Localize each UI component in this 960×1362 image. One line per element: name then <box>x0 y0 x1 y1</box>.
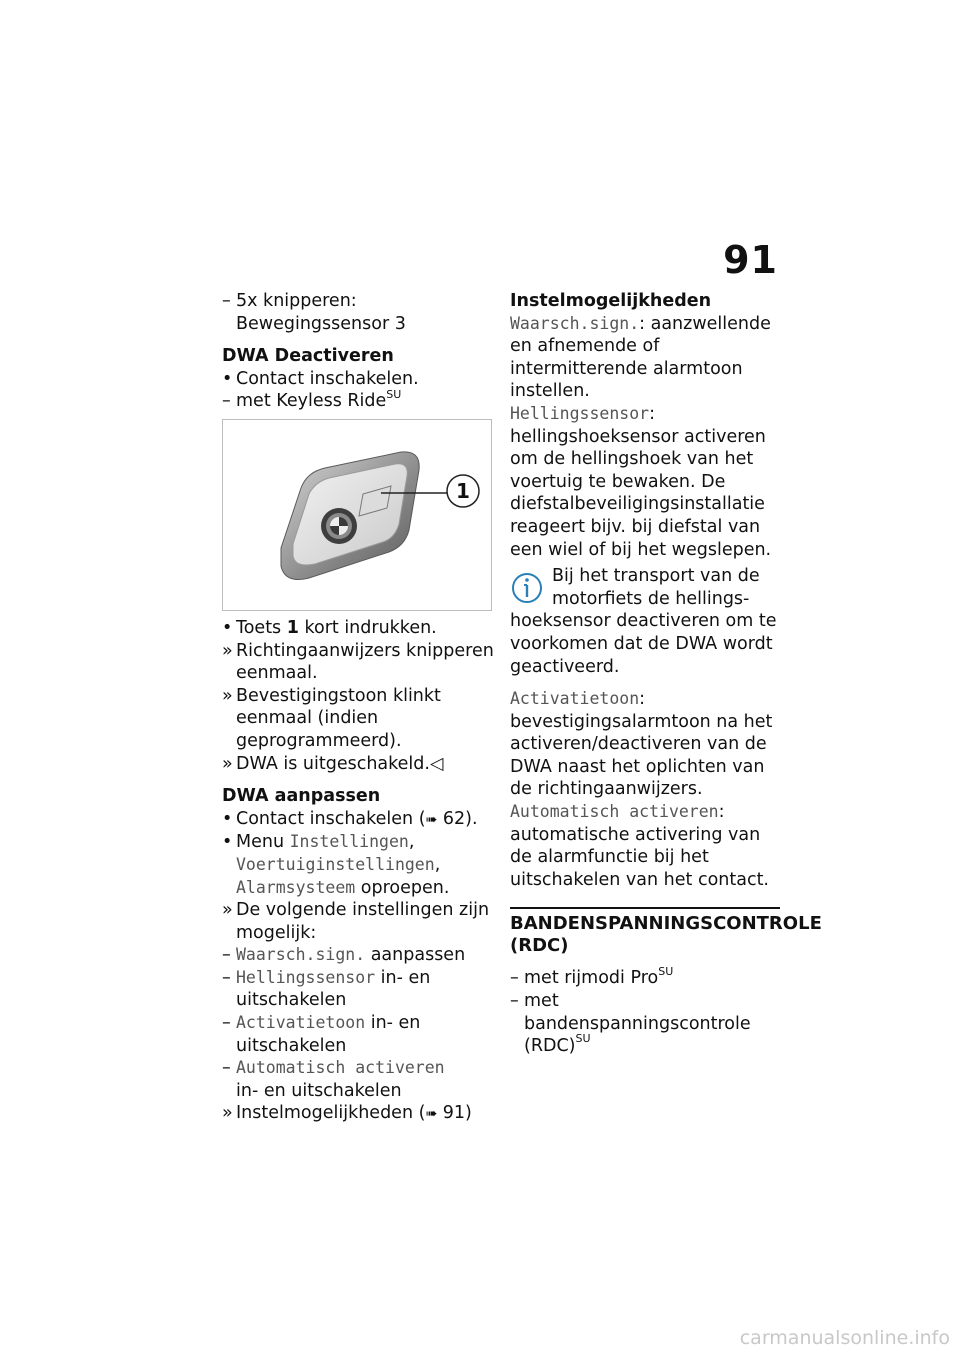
option-name: Waarsch.sign. <box>236 945 366 965</box>
condition-item <box>510 990 780 1058</box>
page-reference-link[interactable]: 62 <box>442 808 466 829</box>
key-fob-figure <box>222 419 492 611</box>
result-item <box>222 899 494 944</box>
result-marker: » <box>222 753 233 774</box>
callout-1-label: 1 <box>456 478 470 503</box>
result-text: DWA is uitgeschakeld. <box>236 753 430 774</box>
menu-separator: , <box>408 832 415 853</box>
step-item <box>222 831 494 899</box>
page-reference-link[interactable]: 91 <box>442 1103 466 1124</box>
paragraph-text: automatische activering van de alarmfunctie bij het uitschakelen van het contact. <box>510 824 769 890</box>
condition-text: met bandenspanningscontrole (RDC) <box>524 991 751 1057</box>
dash-marker: – <box>222 291 231 311</box>
step-text-post: oproepen. <box>355 877 450 898</box>
option-item <box>222 1057 494 1102</box>
section-heading-dwa-adjust: DWA aanpassen <box>222 786 381 807</box>
result-item <box>222 753 494 776</box>
paragraph-text: : bevestigingsalarmtoon na het activeren/deactiveren van de DWA naast het oplichten van de richtingaanwijzers. <box>510 689 773 800</box>
paragraph-activation-tone <box>510 688 780 801</box>
setting-name: Automatisch activeren <box>510 802 719 822</box>
right-column <box>510 290 822 1058</box>
result-text: De volgende instellingen zijn mogelijk: <box>236 900 490 943</box>
note-text-line: motorfiets de hellings- <box>552 588 750 609</box>
page-reference-arrow-icon: ➠ <box>425 811 438 828</box>
option-item <box>222 944 494 967</box>
info-note <box>510 565 780 678</box>
item-text: 5x knipperen: Bewegingssensor 3 <box>236 291 406 334</box>
step-text-close: ). <box>465 808 478 829</box>
page-reference-arrow-icon: ➠ <box>425 1106 438 1123</box>
note-text-line: Bij het transport van de <box>552 566 760 587</box>
page-number: 91 <box>723 238 778 282</box>
condition-item <box>510 964 780 990</box>
option-text: in- en uitschakelen <box>236 1080 402 1101</box>
option-text: in- en uitschakelen <box>236 967 431 1011</box>
condition-item <box>222 387 494 413</box>
key-reference: 1 <box>286 617 299 638</box>
step-item <box>222 617 494 640</box>
su-superscript: SU <box>658 964 674 978</box>
option-name: Hellingssensor <box>236 967 376 987</box>
menu-separator: , <box>434 854 441 875</box>
option-name: Automatisch activeren <box>236 1058 445 1078</box>
setting-name: Waarsch.sign. <box>510 313 640 333</box>
dash-marker: – <box>222 1058 231 1079</box>
option-item <box>222 967 494 1012</box>
step-item <box>222 808 494 832</box>
section-heading-rdc: BANDENSPANNINGSCONTROLE (RDC) <box>510 907 780 957</box>
result-marker: » <box>222 1103 233 1124</box>
step-text: Contact inschakelen. <box>236 368 419 389</box>
result-text-close: ) <box>465 1103 472 1124</box>
dash-marker: – <box>222 945 231 966</box>
result-marker: » <box>222 685 233 706</box>
result-marker: » <box>222 900 233 921</box>
paragraph-tilt-sensor <box>510 403 780 561</box>
step-text: Contact inschakelen ( <box>236 808 426 829</box>
dash-marker: – <box>510 991 519 1012</box>
note-text: hoeksensor deactiveren om te voorkomen dat de DWA wordt geactiveerd. <box>510 611 777 677</box>
key-fob-illustration <box>223 420 493 612</box>
paragraph-auto-activate <box>510 801 780 891</box>
result-text: Instelmogelijkheden ( <box>236 1103 426 1124</box>
result-item <box>222 1102 494 1126</box>
list-item <box>222 290 494 335</box>
step-text-pre: Menu <box>236 832 290 853</box>
dash-marker: – <box>510 968 519 989</box>
result-marker: » <box>222 640 233 661</box>
setting-name: Activatietoon <box>510 689 640 709</box>
paragraph-warning-signal <box>510 313 780 403</box>
info-icon <box>510 567 548 607</box>
paragraph-text: : hellingshoeksensor activeren om de hellingshoek van het voertuig te bewaken. De diefstalbeveiligingsinstallatie reageert bijv. bij diefstal van een wiel of bij het wegslepen. <box>510 403 772 560</box>
step-text-post: kort indrukken. <box>298 617 437 638</box>
menu-path-alarm-system: Alarmsysteem <box>236 877 356 897</box>
section-heading-dwa-off: DWA Deactiveren <box>222 346 394 367</box>
condition-text: met rijmodi Pro <box>524 968 659 989</box>
result-text: Bevestigingstoon klinkt eenmaal (indien geprogrammeerd). <box>236 685 441 751</box>
paragraph-text: : aanzwellende en afnemende of intermitterende alarmtoon instellen. <box>510 313 771 402</box>
bullet-marker: • <box>222 832 233 853</box>
su-superscript: SU <box>575 1032 591 1046</box>
bullet-marker: • <box>222 368 233 389</box>
menu-path-vehicle-settings: Voertuiginstellingen <box>236 854 435 874</box>
option-name: Activatietoon <box>236 1013 366 1033</box>
end-of-procedure-icon: ◁ <box>429 753 444 774</box>
watermark-text: carmanualsonline.info <box>739 1327 950 1349</box>
option-item <box>222 1012 494 1057</box>
dash-marker: – <box>222 391 231 412</box>
su-superscript: SU <box>386 387 402 401</box>
setting-colon: : <box>718 802 725 823</box>
result-text: Richtingaanwijzers knipperen eenmaal. <box>236 640 494 684</box>
menu-path-settings: Instellingen <box>289 832 409 852</box>
step-text-pre: Toets <box>236 617 287 638</box>
setting-name: Hellingssensor <box>510 403 650 423</box>
section-heading-settings: Instelmogelijkheden <box>510 291 712 311</box>
dash-marker: – <box>222 967 231 988</box>
option-text: aanpassen <box>365 945 466 966</box>
result-item <box>222 640 494 685</box>
step-item <box>222 368 494 391</box>
dash-marker: – <box>222 1013 231 1034</box>
left-column <box>222 290 494 1126</box>
bullet-marker: • <box>222 617 233 638</box>
bullet-marker: • <box>222 808 233 829</box>
condition-text: met Keyless Ride <box>236 391 387 412</box>
option-text: in- en uitschakelen <box>236 1013 421 1056</box>
result-item <box>222 685 494 753</box>
